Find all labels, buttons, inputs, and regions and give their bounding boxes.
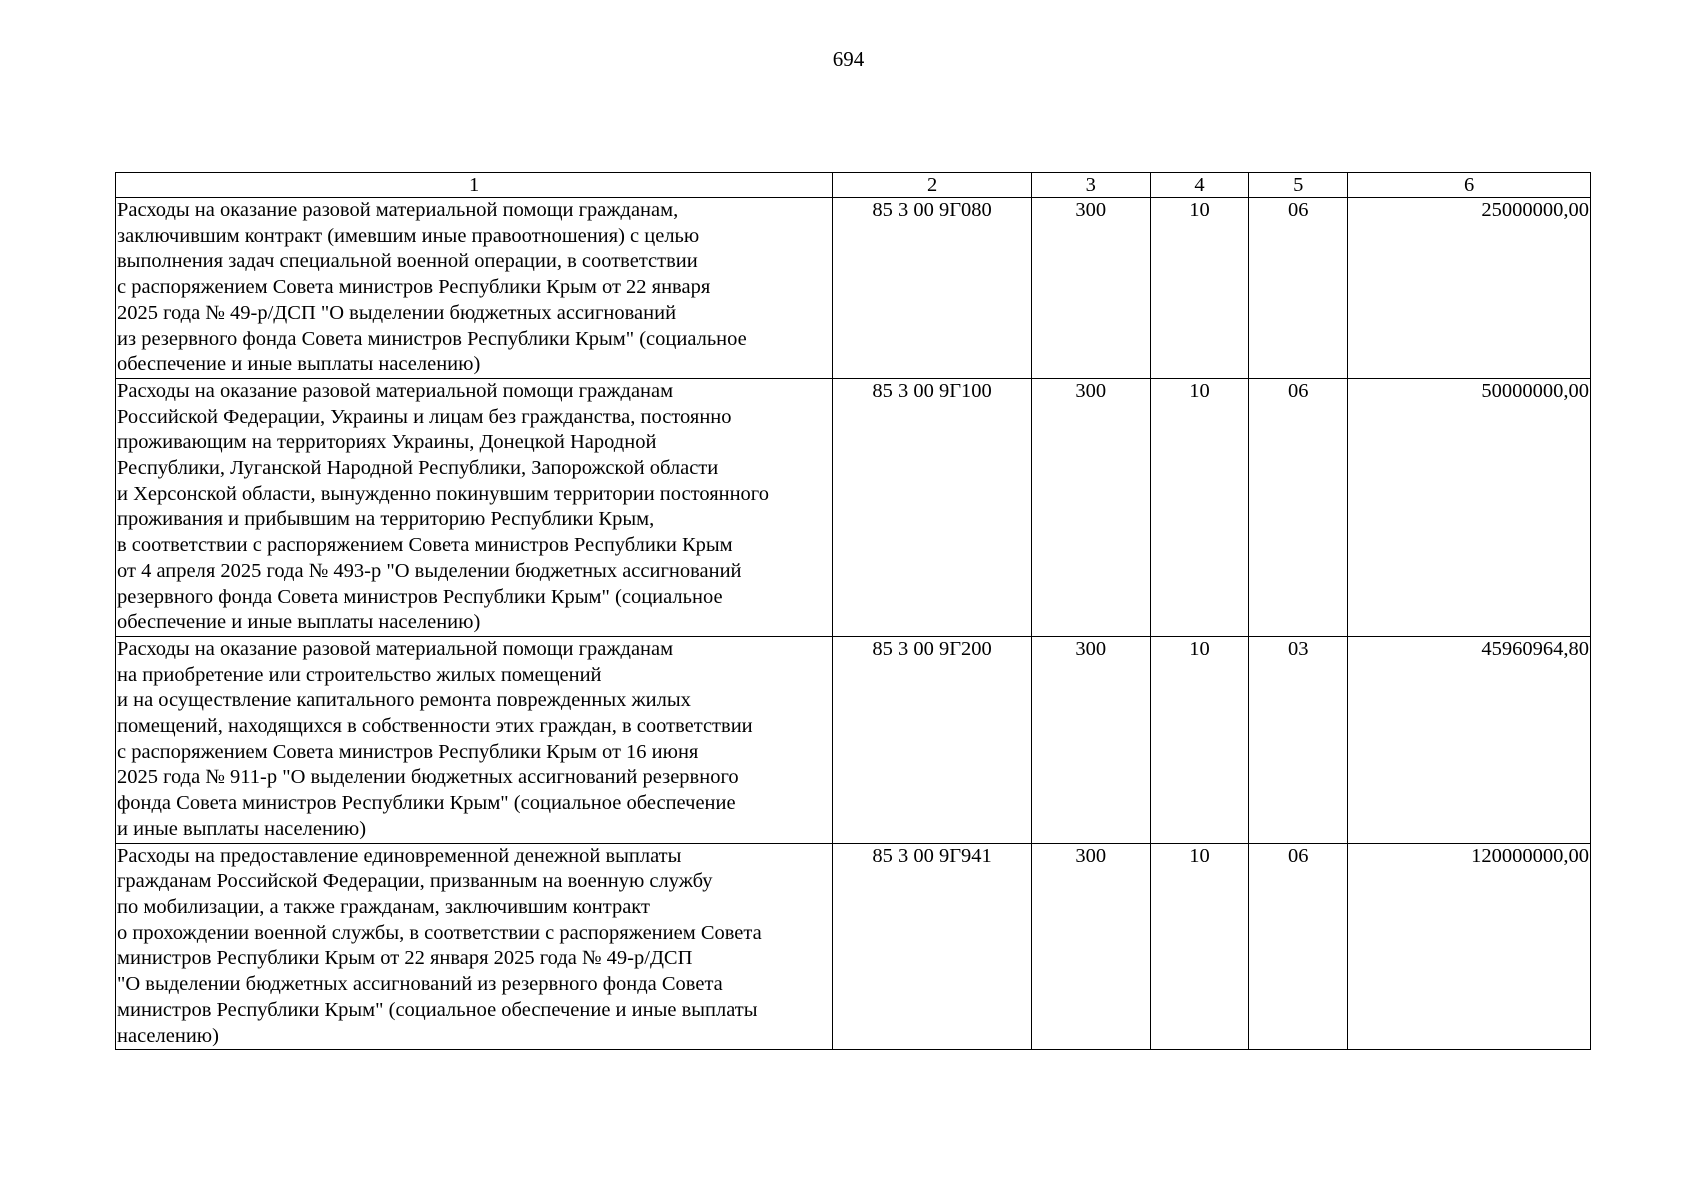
row-col4: 10 [1150, 843, 1249, 1050]
description-line: из резервного фонда Совета министров Республики Крым" (социальное [117, 327, 747, 350]
description-line: проживающим на территориях Украины, Донецкой Народной [117, 431, 657, 454]
row-col4: 10 [1150, 198, 1249, 379]
description-line: на приобретение или строительство жилых помещений [117, 663, 602, 686]
row-col3: 300 [1031, 843, 1150, 1050]
row-code: 85 3 00 9Г100 [833, 378, 1031, 636]
page-number: 694 [832, 47, 865, 71]
description-line: с распоряжением Совета министров Республики Крым от 16 июня [117, 740, 699, 763]
description-line: Расходы на оказание разовой материальной помощи гражданам [117, 379, 674, 402]
row-code: 85 3 00 9Г080 [833, 198, 1031, 379]
row-col3: 300 [1031, 636, 1150, 843]
row-code: 85 3 00 9Г200 [833, 636, 1031, 843]
description-line: проживания и прибывшим на территорию Республики Крым, [117, 508, 655, 531]
column-header-3: 3 [1031, 173, 1150, 198]
description-line: фонда Совета министров Республики Крым" (социальное обеспечение [117, 792, 736, 815]
description-line: и Херсонской области, вынужденно покинувшим территории постоянного [117, 482, 769, 505]
table-row [116, 378, 1591, 636]
table-row [116, 198, 1591, 379]
description-line: обеспечение и иные выплаты населению) [117, 611, 481, 634]
description-line: Расходы на предоставление единовременной денежной выплаты [117, 844, 682, 867]
column-header-1: 1 [116, 173, 833, 198]
column-header-2: 2 [833, 173, 1031, 198]
description-line: и на осуществление капитального ремонта поврежденных жилых [117, 689, 691, 712]
description-line: Российской Федерации, Украины и лицам без гражданства, постоянно [117, 405, 732, 428]
row-code: 85 3 00 9Г941 [833, 843, 1031, 1050]
row-col5: 06 [1249, 378, 1348, 636]
table-row [116, 843, 1591, 1050]
row-description [116, 378, 833, 636]
row-description [116, 198, 833, 379]
row-amount: 120000000,00 [1348, 843, 1591, 1050]
description-line: гражданам Российской Федерации, призванным на военную службу [117, 870, 713, 893]
description-line: министров Республики Крым от 22 января 2025 года № 49-р/ДСП [117, 947, 693, 970]
description-line: "О выделении бюджетных ассигнований из резервного фонда Совета [117, 973, 723, 996]
budget-table [115, 172, 1591, 1050]
row-col3: 300 [1031, 378, 1150, 636]
row-col4: 10 [1150, 636, 1249, 843]
description-line: Расходы на оказание разовой материальной помощи гражданам [117, 637, 674, 660]
row-col4: 10 [1150, 378, 1249, 636]
row-col3: 300 [1031, 198, 1150, 379]
description-line: помещений, находящихся в собственности этих граждан, в соответствии [117, 715, 753, 738]
description-line: 2025 года № 911-р "О выделении бюджетных ассигнований резервного [117, 766, 739, 789]
description-line: резервного фонда Совета министров Республики Крым" (социальное [117, 585, 723, 608]
column-header-5: 5 [1249, 173, 1348, 198]
description-line: Республики, Луганской Народной Республики, Запорожской области [117, 457, 719, 480]
row-col5: 06 [1249, 198, 1348, 379]
row-col5: 06 [1249, 843, 1348, 1050]
table-row [116, 636, 1591, 843]
description-line: обеспечение и иные выплаты населению) [117, 353, 481, 376]
table-header-row [116, 173, 1591, 198]
row-amount: 25000000,00 [1348, 198, 1591, 379]
row-description [116, 636, 833, 843]
description-line: выполнения задач специальной военной операции, в соответствии [117, 250, 698, 273]
description-line: с распоряжением Совета министров Республики Крым от 22 января [117, 276, 711, 299]
description-line: населению) [117, 1024, 219, 1047]
row-amount: 45960964,80 [1348, 636, 1591, 843]
row-description [116, 843, 833, 1050]
column-header-4: 4 [1150, 173, 1249, 198]
description-line: и иные выплаты населению) [117, 817, 367, 840]
row-col5: 03 [1249, 636, 1348, 843]
description-line: заключившим контракт (имевшим иные правоотношения) с целью [117, 224, 700, 247]
description-line: Расходы на оказание разовой материальной помощи гражданам, [117, 199, 679, 221]
description-line: от 4 апреля 2025 года № 493-р "О выделении бюджетных ассигнований [117, 559, 742, 582]
description-line: о прохождении военной службы, в соответствии с распоряжением Совета [117, 921, 762, 944]
row-amount: 50000000,00 [1348, 378, 1591, 636]
description-line: в соответствии с распоряжением Совета министров Республики Крым [117, 534, 733, 557]
description-line: министров Республики Крым" (социальное обеспечение и иные выплаты [117, 998, 758, 1021]
description-line: 2025 года № 49-р/ДСП "О выделении бюджетных ассигнований [117, 301, 677, 324]
description-line: по мобилизации, а также гражданам, заключившим контракт [117, 895, 650, 918]
column-header-6: 6 [1348, 173, 1591, 198]
